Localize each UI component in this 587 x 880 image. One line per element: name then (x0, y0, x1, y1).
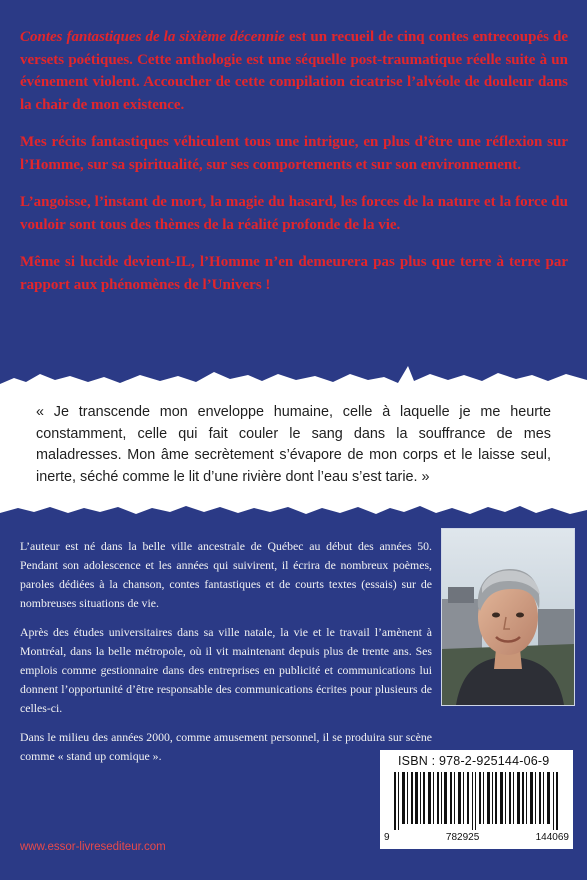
barcode-digit-group: 9 (384, 832, 390, 843)
bio-paragraph-3: Dans le milieu des années 2000, comme amusement personnel, il se produira sur scène comme « stand up comique ». (20, 730, 432, 763)
blurb-section (20, 26, 568, 311)
quote-excerpt: « Je transcende mon enveloppe humaine, celle à laquelle je me heurte constamment, celle qui fait couler le sang dans la souffrance de mes maladresses. Mon âme secrètement s’évapore de mon corps et le laisse seul, inerte, séché comme le lit d’une rivière dont l’eau s’est tarie. » (36, 404, 551, 485)
author-portrait-image (442, 529, 574, 705)
barcode-digit-group: 782925 (445, 832, 480, 843)
book-title: Contes fantastiques de la sixième décennie (20, 29, 285, 45)
barcode-digits (384, 832, 569, 843)
bio-paragraph-2: Après des études universitaires dans sa ville natale, la vie et le travail l’amènent à Montréal, dans la belle métropole, où il vit maintenant depuis plus de trente ans. Ses emplois comme gestionnaire dans des entreprises en publicité et communications lui donnent l’opportunité d’être responsable des communications écrites pour plusieurs de celles-ci. (20, 625, 432, 715)
blurb-paragraph-1 (20, 26, 568, 116)
publisher-website-link[interactable]: www.essor-livresediteur.com (20, 841, 166, 853)
blurb-paragraph-3: L’angoisse, l’instant de mort, la magie du hasard, les forces de la nature et la force du vouloir sont tous des thèmes de la réalité profonde de la vie. (20, 194, 568, 233)
bio-paragraph-1: L’auteur est né dans la belle ville ancestrale de Québec au début des années 50. Pendant son adolescence et les années qui suivirent, il écrira de nombreux poèmes, paroles dédiées à la chanson, contes fantastiques et de courts textes (essais) sur de nombreuses situations de vie. (20, 539, 432, 610)
blurb-paragraph-4: Même si lucide devient-IL, l’Homme n’en demeurera pas plus que terre à terre par rapport aux phénomènes de l’Univers ! (20, 254, 568, 293)
blurb-paragraph-2: Mes récits fantastiques véhiculent tous une intrigue, en plus d’être une réflexion sur l’Homme, sur sa spiritualité, sur ses comportements et sur son environnement. (20, 134, 568, 173)
barcode-icon (392, 772, 562, 830)
author-bio (20, 537, 432, 776)
author-photo (441, 528, 575, 706)
blurb-paragraph-1-text: est un recueil de cinq contes entrecoupés de versets poétiques. Cette anthologie est une séquelle post-traumatique réelle suite à un événement violent. Accoucher de cette compilation cicatrise l’alvéole de douleur dans la chair de mon existence. (20, 29, 568, 113)
barcode-digit-group: 144069 (535, 832, 569, 843)
isbn-label: ISBN : 978-2-925144-06-9 (398, 754, 550, 768)
isbn-barcode-box (380, 750, 573, 849)
